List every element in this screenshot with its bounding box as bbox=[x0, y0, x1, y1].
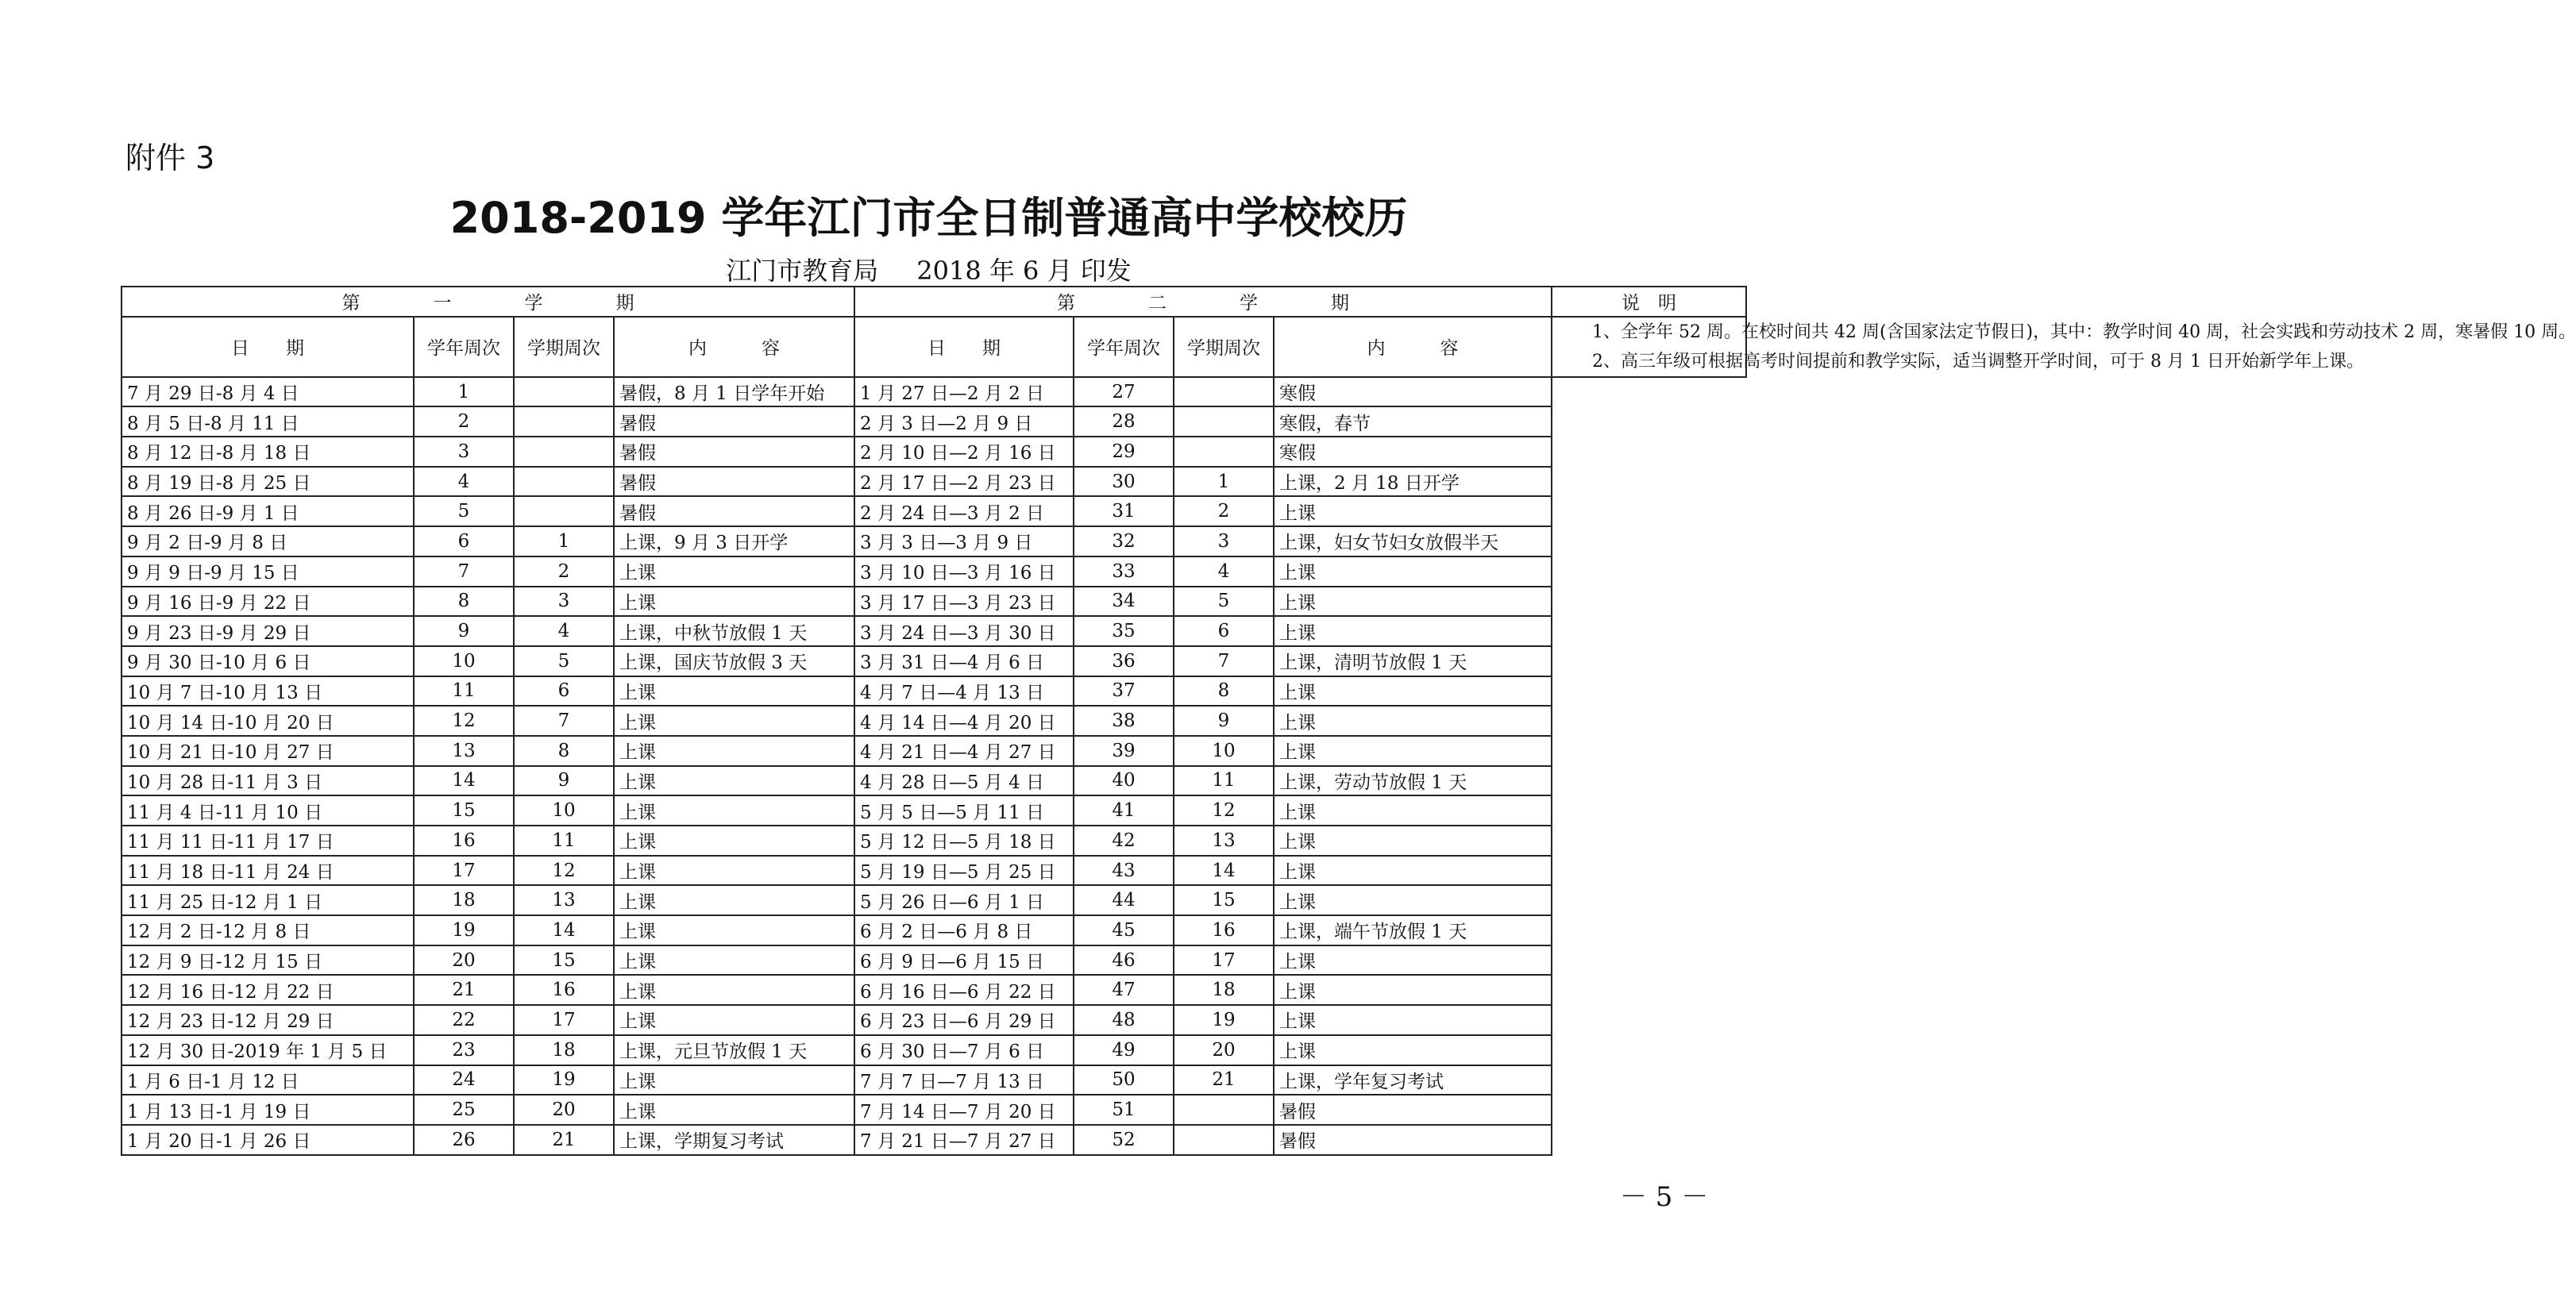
sem1-term-week-cell bbox=[514, 467, 614, 497]
sem1-year-week-cell: 22 bbox=[414, 1005, 514, 1035]
sem1-date-cell: 12 月 23 日-12 月 29 日 bbox=[121, 1005, 414, 1035]
sem1-content-cell: 上课 bbox=[614, 826, 854, 856]
sem1-date-cell: 11 月 11 日-11 月 17 日 bbox=[121, 826, 414, 856]
sem2-year-week-cell: 36 bbox=[1074, 646, 1174, 676]
sem1-date-cell: 11 月 25 日-12 月 1 日 bbox=[121, 885, 414, 915]
sem2-date-cell: 7 月 21 日—7 月 27 日 bbox=[854, 1125, 1074, 1155]
sem2-date-cell: 3 月 17 日—3 月 23 日 bbox=[854, 587, 1074, 617]
sem2-year-week-cell: 39 bbox=[1074, 736, 1174, 766]
sem1-date-cell: 12 月 9 日-12 月 15 日 bbox=[121, 945, 414, 976]
table-row bbox=[121, 1095, 1746, 1125]
sem1-date-cell: 10 月 28 日-11 月 3 日 bbox=[121, 766, 414, 796]
sem1-content-cell: 暑假 bbox=[614, 496, 854, 526]
sem1-content-cell: 上课 bbox=[614, 766, 854, 796]
sem1-content-cell: 上课 bbox=[614, 1095, 854, 1125]
sem2-term-week-cell: 16 bbox=[1174, 915, 1274, 945]
sem2-content-cell: 上课，学年复习考试 bbox=[1274, 1065, 1552, 1095]
sem2-content-cell: 上课，劳动节放假 1 天 bbox=[1274, 766, 1552, 796]
sem2-content-cell: 上课 bbox=[1274, 706, 1552, 736]
sem1-term-week-cell: 18 bbox=[514, 1035, 614, 1065]
sem1-term-week-cell bbox=[514, 406, 614, 437]
sem1-term-week-cell: 14 bbox=[514, 915, 614, 945]
col-year-week-1: 学年周次 bbox=[414, 317, 514, 377]
sem2-date-cell: 5 月 12 日—5 月 18 日 bbox=[854, 826, 1074, 856]
sem2-term-week-cell bbox=[1174, 1125, 1274, 1155]
sem1-year-week-cell: 18 bbox=[414, 885, 514, 915]
sem1-date-cell: 11 月 18 日-11 月 24 日 bbox=[121, 856, 414, 886]
sem2-term-week-cell: 4 bbox=[1174, 556, 1274, 587]
sem2-content-cell: 上课 bbox=[1274, 616, 1552, 646]
sem2-date-cell: 5 月 19 日—5 月 25 日 bbox=[854, 856, 1074, 886]
sem1-year-week-cell: 26 bbox=[414, 1125, 514, 1155]
sem1-content-cell: 上课 bbox=[614, 587, 854, 617]
sem1-date-cell: 8 月 12 日-8 月 18 日 bbox=[121, 437, 414, 467]
sem1-content-cell: 上课，学期复习考试 bbox=[614, 1125, 854, 1155]
sem2-date-cell: 2 月 24 日—3 月 2 日 bbox=[854, 496, 1074, 526]
sem2-content-cell: 上课 bbox=[1274, 1005, 1552, 1035]
sem2-content-cell: 上课 bbox=[1274, 975, 1552, 1005]
notes-header: 说 明 bbox=[1552, 287, 1746, 317]
sem2-date-cell: 6 月 16 日—6 月 22 日 bbox=[854, 975, 1074, 1005]
sem2-date-cell: 6 月 30 日—7 月 6 日 bbox=[854, 1035, 1074, 1065]
sem2-term-week-cell: 13 bbox=[1174, 826, 1274, 856]
sem1-content-cell: 上课 bbox=[614, 736, 854, 766]
sem1-date-cell: 12 月 2 日-12 月 8 日 bbox=[121, 915, 414, 945]
sem1-term-week-cell: 21 bbox=[514, 1125, 614, 1155]
sem1-year-week-cell: 16 bbox=[414, 826, 514, 856]
sem2-date-cell: 4 月 7 日—4 月 13 日 bbox=[854, 676, 1074, 707]
sem1-date-cell: 9 月 30 日-10 月 6 日 bbox=[121, 646, 414, 676]
sem1-term-week-cell: 2 bbox=[514, 556, 614, 587]
sem2-year-week-cell: 43 bbox=[1074, 856, 1174, 886]
sem2-content-cell: 寒假 bbox=[1274, 377, 1552, 407]
table-row bbox=[121, 736, 1746, 766]
sem1-term-week-cell: 13 bbox=[514, 885, 614, 915]
table-row bbox=[121, 826, 1746, 856]
sem1-term-week-cell: 16 bbox=[514, 975, 614, 1005]
table-row bbox=[121, 556, 1746, 587]
sem2-content-cell: 上课，妇女节妇女放假半天 bbox=[1274, 526, 1552, 556]
sem2-year-week-cell: 31 bbox=[1074, 496, 1174, 526]
col-year-week-2: 学年周次 bbox=[1074, 317, 1174, 377]
table-row bbox=[121, 945, 1746, 976]
sem2-content-cell: 上课 bbox=[1274, 556, 1552, 587]
sem1-content-cell: 暑假 bbox=[614, 467, 854, 497]
sem1-year-week-cell: 10 bbox=[414, 646, 514, 676]
col-content-2: 内 容 bbox=[1274, 317, 1552, 377]
sem1-term-week-cell: 20 bbox=[514, 1095, 614, 1125]
sem2-term-week-cell: 20 bbox=[1174, 1035, 1274, 1065]
sem2-term-week-cell: 6 bbox=[1174, 616, 1274, 646]
sem1-term-week-cell: 3 bbox=[514, 587, 614, 617]
sem2-year-week-cell: 38 bbox=[1074, 706, 1174, 736]
sem2-content-cell: 上课 bbox=[1274, 587, 1552, 617]
sem2-year-week-cell: 33 bbox=[1074, 556, 1174, 587]
sem2-year-week-cell: 48 bbox=[1074, 1005, 1174, 1035]
table-row bbox=[121, 587, 1746, 617]
table-row bbox=[121, 526, 1746, 556]
sem2-year-week-cell: 52 bbox=[1074, 1125, 1174, 1155]
sem2-date-cell: 5 月 26 日—6 月 1 日 bbox=[854, 885, 1074, 915]
sem2-term-week-cell: 19 bbox=[1174, 1005, 1274, 1035]
sem1-year-week-cell: 20 bbox=[414, 945, 514, 976]
sem1-year-week-cell: 12 bbox=[414, 706, 514, 736]
sem1-date-cell: 9 月 16 日-9 月 22 日 bbox=[121, 587, 414, 617]
table-row bbox=[121, 915, 1746, 945]
sem2-content-cell: 上课 bbox=[1274, 676, 1552, 707]
table-row bbox=[121, 885, 1746, 915]
sem2-term-week-cell bbox=[1174, 1095, 1274, 1125]
sem1-content-cell: 上课 bbox=[614, 975, 854, 1005]
sem1-content-cell: 上课 bbox=[614, 795, 854, 826]
table-row bbox=[121, 467, 1746, 497]
sem1-term-week-cell: 11 bbox=[514, 826, 614, 856]
sem1-content-cell: 上课 bbox=[614, 945, 854, 976]
table-row bbox=[121, 406, 1746, 437]
sem1-date-cell: 8 月 26 日-9 月 1 日 bbox=[121, 496, 414, 526]
page-title: 2018-2019 学年江门市全日制普通高中学校校历 bbox=[449, 193, 1408, 243]
sem1-year-week-cell: 17 bbox=[414, 856, 514, 886]
sem1-year-week-cell: 6 bbox=[414, 526, 514, 556]
sem2-term-week-cell: 14 bbox=[1174, 856, 1274, 886]
sem2-date-cell: 2 月 17 日—2 月 23 日 bbox=[854, 467, 1074, 497]
sem1-date-cell: 8 月 5 日-8 月 11 日 bbox=[121, 406, 414, 437]
sem2-year-week-cell: 42 bbox=[1074, 826, 1174, 856]
sem2-content-cell: 上课 bbox=[1274, 826, 1552, 856]
sem2-term-week-cell: 3 bbox=[1174, 526, 1274, 556]
sem1-date-cell: 9 月 9 日-9 月 15 日 bbox=[121, 556, 414, 587]
col-term-week-2: 学期周次 bbox=[1174, 317, 1274, 377]
sem1-year-week-cell: 4 bbox=[414, 467, 514, 497]
sem1-year-week-cell: 2 bbox=[414, 406, 514, 437]
sem2-content-cell: 上课，端午节放假 1 天 bbox=[1274, 915, 1552, 945]
sem2-term-week-cell: 1 bbox=[1174, 467, 1274, 497]
sem2-term-week-cell: 8 bbox=[1174, 676, 1274, 707]
page-number: － 5 － bbox=[1620, 1181, 1709, 1213]
table-row bbox=[121, 1065, 1746, 1095]
sem2-content-cell: 上课 bbox=[1274, 1035, 1552, 1065]
sem2-date-cell: 4 月 28 日—5 月 4 日 bbox=[854, 766, 1074, 796]
sem1-term-week-cell: 12 bbox=[514, 856, 614, 886]
table-row bbox=[121, 795, 1746, 826]
sem1-year-week-cell: 24 bbox=[414, 1065, 514, 1095]
sem2-term-week-cell: 18 bbox=[1174, 975, 1274, 1005]
sem1-year-week-cell: 14 bbox=[414, 766, 514, 796]
sem1-content-cell: 暑假 bbox=[614, 406, 854, 437]
table-row bbox=[121, 856, 1746, 886]
sem1-content-cell: 上课 bbox=[614, 1065, 854, 1095]
table-row bbox=[121, 377, 1746, 407]
issue-date: 2018 年 6 月 印发 bbox=[916, 256, 1132, 286]
col-date-1: 日 期 bbox=[121, 317, 414, 377]
sem1-year-week-cell: 5 bbox=[414, 496, 514, 526]
sem2-content-cell: 上课，清明节放假 1 天 bbox=[1274, 646, 1552, 676]
sem2-term-week-cell bbox=[1174, 377, 1274, 407]
sem2-year-week-cell: 45 bbox=[1074, 915, 1174, 945]
sem1-year-week-cell: 7 bbox=[414, 556, 514, 587]
sem2-year-week-cell: 37 bbox=[1074, 676, 1174, 707]
note-2: 2、高三年级可根据高考时间提前和教学实际，适当调整开学时间，可于 8 月 1 日开始新学年上课。 bbox=[1592, 351, 2364, 372]
sem2-date-cell: 3 月 31 日—4 月 6 日 bbox=[854, 646, 1074, 676]
sem1-term-week-cell: 7 bbox=[514, 706, 614, 736]
sem2-term-week-cell: 15 bbox=[1174, 885, 1274, 915]
sem1-content-cell: 上课 bbox=[614, 676, 854, 707]
notes-cell bbox=[1552, 317, 2576, 377]
sem2-content-cell: 暑假 bbox=[1274, 1125, 1552, 1155]
sem1-date-cell: 11 月 4 日-11 月 10 日 bbox=[121, 795, 414, 826]
sem1-content-cell: 上课 bbox=[614, 856, 854, 886]
sem1-content-cell: 暑假 bbox=[614, 437, 854, 467]
sem2-term-week-cell: 10 bbox=[1174, 736, 1274, 766]
sem1-year-week-cell: 9 bbox=[414, 616, 514, 646]
sem2-year-week-cell: 44 bbox=[1074, 885, 1174, 915]
table-row bbox=[121, 1125, 1746, 1155]
sem2-year-week-cell: 50 bbox=[1074, 1065, 1174, 1095]
table-row bbox=[121, 616, 1746, 646]
sem2-term-week-cell bbox=[1174, 437, 1274, 467]
sem2-year-week-cell: 46 bbox=[1074, 945, 1174, 976]
sem2-content-cell: 上课 bbox=[1274, 496, 1552, 526]
sem1-date-cell: 1 月 20 日-1 月 26 日 bbox=[121, 1125, 414, 1155]
sem1-content-cell: 上课，国庆节放假 3 天 bbox=[614, 646, 854, 676]
sem1-content-cell: 上课 bbox=[614, 556, 854, 587]
sem1-content-cell: 上课，元旦节放假 1 天 bbox=[614, 1035, 854, 1065]
sem1-date-cell: 12 月 16 日-12 月 22 日 bbox=[121, 975, 414, 1005]
table-row bbox=[121, 676, 1746, 707]
sem1-term-week-cell bbox=[514, 377, 614, 407]
semester2-header: 第 二 学 期 bbox=[854, 287, 1552, 317]
sem1-term-week-cell: 17 bbox=[514, 1005, 614, 1035]
sem1-term-week-cell: 6 bbox=[514, 676, 614, 707]
sem2-date-cell: 7 月 14 日—7 月 20 日 bbox=[854, 1095, 1074, 1125]
sem1-date-cell: 10 月 21 日-10 月 27 日 bbox=[121, 736, 414, 766]
table-row bbox=[121, 646, 1746, 676]
table-row bbox=[121, 975, 1746, 1005]
sem2-date-cell: 4 月 21 日—4 月 27 日 bbox=[854, 736, 1074, 766]
sem2-date-cell: 1 月 27 日—2 月 2 日 bbox=[854, 377, 1074, 407]
sem2-date-cell: 6 月 9 日—6 月 15 日 bbox=[854, 945, 1074, 976]
sem2-date-cell: 2 月 10 日—2 月 16 日 bbox=[854, 437, 1074, 467]
sem1-content-cell: 上课 bbox=[614, 885, 854, 915]
table-row bbox=[121, 496, 1746, 526]
sem2-date-cell: 4 月 14 日—4 月 20 日 bbox=[854, 706, 1074, 736]
sem2-year-week-cell: 28 bbox=[1074, 406, 1174, 437]
sem1-date-cell: 12 月 30 日-2019 年 1 月 5 日 bbox=[121, 1035, 414, 1065]
sem1-date-cell: 9 月 2 日-9 月 8 日 bbox=[121, 526, 414, 556]
sem2-content-cell: 寒假 bbox=[1274, 437, 1552, 467]
sem1-content-cell: 暑假，8 月 1 日学年开始 bbox=[614, 377, 854, 407]
sem1-term-week-cell: 8 bbox=[514, 736, 614, 766]
sem1-year-week-cell: 23 bbox=[414, 1035, 514, 1065]
sem1-term-week-cell: 10 bbox=[514, 795, 614, 826]
sem2-year-week-cell: 49 bbox=[1074, 1035, 1174, 1065]
sem2-date-cell: 6 月 2 日—6 月 8 日 bbox=[854, 915, 1074, 945]
sem1-content-cell: 上课 bbox=[614, 1005, 854, 1035]
sem2-content-cell: 暑假 bbox=[1274, 1095, 1552, 1125]
table-row bbox=[121, 766, 1746, 796]
sem2-term-week-cell: 7 bbox=[1174, 646, 1274, 676]
sem2-year-week-cell: 41 bbox=[1074, 795, 1174, 826]
sem2-content-cell: 上课 bbox=[1274, 856, 1552, 886]
sem2-year-week-cell: 47 bbox=[1074, 975, 1174, 1005]
table-row bbox=[121, 1035, 1746, 1065]
sem1-year-week-cell: 19 bbox=[414, 915, 514, 945]
attachment-label: 附件 3 bbox=[125, 141, 215, 175]
sem2-content-cell: 上课，2 月 18 日开学 bbox=[1274, 467, 1552, 497]
sem2-year-week-cell: 30 bbox=[1074, 467, 1174, 497]
sem2-date-cell: 5 月 5 日—5 月 11 日 bbox=[854, 795, 1074, 826]
sem2-term-week-cell: 17 bbox=[1174, 945, 1274, 976]
sem1-date-cell: 1 月 13 日-1 月 19 日 bbox=[121, 1095, 414, 1125]
sem1-term-week-cell: 1 bbox=[514, 526, 614, 556]
sem2-term-week-cell: 11 bbox=[1174, 766, 1274, 796]
sem2-term-week-cell: 5 bbox=[1174, 587, 1274, 617]
sem1-date-cell: 7 月 29 日-8 月 4 日 bbox=[121, 377, 414, 407]
sem2-year-week-cell: 29 bbox=[1074, 437, 1174, 467]
subtitle bbox=[0, 251, 1857, 287]
sem1-content-cell: 上课，9 月 3 日开学 bbox=[614, 526, 854, 556]
sem1-term-week-cell: 5 bbox=[514, 646, 614, 676]
sem1-year-week-cell: 11 bbox=[414, 676, 514, 707]
sem2-date-cell: 3 月 3 日—3 月 9 日 bbox=[854, 526, 1074, 556]
sem2-content-cell: 上课 bbox=[1274, 945, 1552, 976]
sem2-term-week-cell: 21 bbox=[1174, 1065, 1274, 1095]
col-term-week-1: 学期周次 bbox=[514, 317, 614, 377]
sem1-date-cell: 10 月 14 日-10 月 20 日 bbox=[121, 706, 414, 736]
sem1-content-cell: 上课 bbox=[614, 706, 854, 736]
sem1-content-cell: 上课 bbox=[614, 915, 854, 945]
sem2-date-cell: 7 月 7 日—7 月 13 日 bbox=[854, 1065, 1074, 1095]
sem1-year-week-cell: 8 bbox=[414, 587, 514, 617]
sem2-term-week-cell: 12 bbox=[1174, 795, 1274, 826]
sem1-term-week-cell: 19 bbox=[514, 1065, 614, 1095]
sem1-year-week-cell: 15 bbox=[414, 795, 514, 826]
col-content-1: 内 容 bbox=[614, 317, 854, 377]
table-row bbox=[121, 437, 1746, 467]
sem1-date-cell: 8 月 19 日-8 月 25 日 bbox=[121, 467, 414, 497]
table-row bbox=[121, 706, 1746, 736]
sem2-date-cell: 3 月 24 日—3 月 30 日 bbox=[854, 616, 1074, 646]
school-calendar-table bbox=[121, 286, 2576, 1156]
sem2-date-cell: 3 月 10 日—3 月 16 日 bbox=[854, 556, 1074, 587]
sem2-date-cell: 2 月 3 日—2 月 9 日 bbox=[854, 406, 1074, 437]
sem1-content-cell: 上课，中秋节放假 1 天 bbox=[614, 616, 854, 646]
sem2-year-week-cell: 35 bbox=[1074, 616, 1174, 646]
sem1-term-week-cell: 9 bbox=[514, 766, 614, 796]
sem1-term-week-cell: 4 bbox=[514, 616, 614, 646]
sem2-year-week-cell: 34 bbox=[1074, 587, 1174, 617]
sem2-year-week-cell: 32 bbox=[1074, 526, 1174, 556]
sem2-term-week-cell bbox=[1174, 406, 1274, 437]
sem2-content-cell: 上课 bbox=[1274, 885, 1552, 915]
sem1-term-week-cell bbox=[514, 437, 614, 467]
sem1-year-week-cell: 3 bbox=[414, 437, 514, 467]
sem1-date-cell: 1 月 6 日-1 月 12 日 bbox=[121, 1065, 414, 1095]
sem1-term-week-cell bbox=[514, 496, 614, 526]
table-row bbox=[121, 1005, 1746, 1035]
sem2-content-cell: 上课 bbox=[1274, 736, 1552, 766]
sem1-year-week-cell: 1 bbox=[414, 377, 514, 407]
sem2-content-cell: 寒假，春节 bbox=[1274, 406, 1552, 437]
sem2-year-week-cell: 27 bbox=[1074, 377, 1174, 407]
sem2-year-week-cell: 40 bbox=[1074, 766, 1174, 796]
sem2-date-cell: 6 月 23 日—6 月 29 日 bbox=[854, 1005, 1074, 1035]
col-date-2: 日 期 bbox=[854, 317, 1074, 377]
column-header-row bbox=[121, 317, 1746, 377]
sem2-content-cell: 上课 bbox=[1274, 795, 1552, 826]
sem2-year-week-cell: 51 bbox=[1074, 1095, 1174, 1125]
sem1-date-cell: 10 月 7 日-10 月 13 日 bbox=[121, 676, 414, 707]
issuer: 江门市教育局 bbox=[726, 256, 879, 286]
sem2-term-week-cell: 2 bbox=[1174, 496, 1274, 526]
semester-header-row bbox=[121, 287, 1746, 317]
sem2-term-week-cell: 9 bbox=[1174, 706, 1274, 736]
sem1-term-week-cell: 15 bbox=[514, 945, 614, 976]
semester1-header: 第 一 学 期 bbox=[121, 287, 854, 317]
note-1: 1、全学年 52 周。在校时间共 42 周(含国家法定节假日)，其中：教学时间 40 周，社会实践和劳动技术 2 周，寒暑假 10 周。 bbox=[1592, 322, 2576, 342]
sem1-year-week-cell: 21 bbox=[414, 975, 514, 1005]
sem1-date-cell: 9 月 23 日-9 月 29 日 bbox=[121, 616, 414, 646]
sem1-year-week-cell: 25 bbox=[414, 1095, 514, 1125]
sem1-year-week-cell: 13 bbox=[414, 736, 514, 766]
